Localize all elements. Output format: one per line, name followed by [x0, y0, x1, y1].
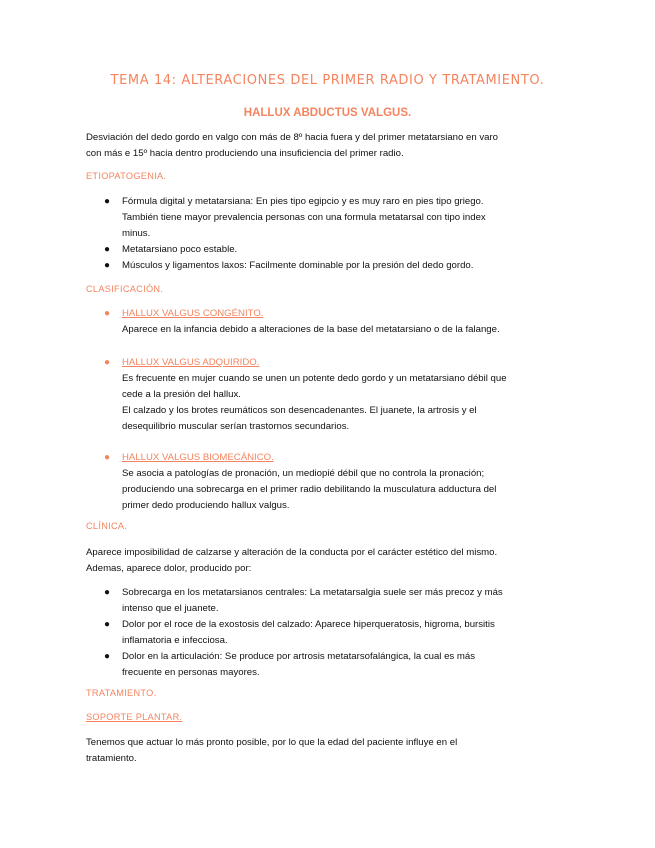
bullet-icon: ●	[104, 651, 111, 662]
classification-body: Aparece en la infancia debido a alteraciones de la base del metatarsiano o de la falange.	[122, 324, 500, 335]
bullet-icon: ●	[104, 244, 111, 255]
tratamiento-heading: TRATAMIENTO.	[86, 688, 157, 698]
clasificacion-heading: CLASIFICACIÓN.	[86, 284, 164, 294]
tratamiento-paragraph: Tenemos que actuar lo más pronto posible, por lo que la edad del paciente influye en el tratamiento.	[86, 737, 458, 764]
clinica-list	[104, 585, 504, 681]
intro-paragraph: Desviación del dedo gordo en valgo con más de 8º hacia fuera y del primer metatarsiano en varo con más e 15º hacia dentro produciendo una insuficiencia del primer radio.	[86, 132, 499, 159]
list-item: ● Metatarsiano poco estable.	[104, 242, 504, 258]
etiopatogenia-list	[104, 194, 504, 274]
section-title: HALLUX ABDUCTUS VALGUS.	[243, 107, 412, 119]
list-item: ● Sobrecarga en los metatarsianos centrales: La metatarsalgia suele ser más precoz y más intenso que el juanete.	[104, 587, 503, 614]
clinica-paragraph: Aparece imposibilidad de calzarse y alteración de la conducta por el carácter estético del mismo. Ademas, aparece dolor, producido por:	[86, 547, 498, 574]
classification-body-line: Es frecuente en mujer cuando se unen un potente dedo gordo y un metatarsiano débil que cede a la presión del hallux. El calzado y los brotes reumáticos son desencadenantes. El juanete, la artrosis y el desequilibrio muscular serían trastornos secundarios.	[122, 373, 507, 432]
bullet-icon: ●	[104, 357, 111, 368]
list-item: ● Fórmula digital y metatarsiana: En pies tipo egipcio y es muy raro en pies tipo griego. También tiene mayor prevalencia personas con una formula metatarsal con tipo index minus.	[104, 196, 486, 239]
classification-body: Se asocia a patologías de pronación, un mediopié débil que no controla la pronación; produciendo una sobrecarga en el primer radio debilitando la musculatura adductura del primer dedo produciendo hallux valgus.	[122, 468, 497, 511]
bullet-icon: ●	[104, 587, 111, 598]
bullet-icon: ●	[104, 196, 111, 207]
document-title: TEMA 14: ALTERACIONES DEL PRIMER RADIO Y TRATAMIENTO.	[110, 73, 545, 88]
classification-title: HALLUX VALGUS BIOMECÁNICO.	[122, 452, 274, 463]
classification-title: HALLUX VALGUS ADQUIRIDO.	[122, 357, 260, 368]
soporte-plantar-heading: SOPORTE PLANTAR.	[86, 712, 183, 722]
bullet-icon: ●	[104, 308, 111, 319]
list-item: ● Dolor en la articulación: Se produce por artrosis metatarsofalángica, la cual es más frecuente en personas mayores.	[104, 651, 476, 678]
clinica-heading: CLÍNICA.	[86, 521, 128, 531]
list-item: ● Dolor por el roce de la exostosis del calzado: Aparece hiperqueratosis, higroma, bursitis inflamatoria e infecciosa.	[104, 619, 495, 646]
etiopatogenia-heading: ETIOPATOGENIA.	[86, 171, 167, 181]
bullet-icon: ●	[104, 452, 111, 463]
bullet-icon: ●	[104, 619, 111, 630]
classification-body	[122, 371, 512, 435]
list-item: ● Músculos y ligamentos laxos: Facilmente dominable por la presión del dedo gordo.	[104, 258, 504, 274]
bullet-icon: ●	[104, 260, 111, 271]
classification-title: HALLUX VALGUS CONGÉNITO.	[122, 308, 264, 319]
